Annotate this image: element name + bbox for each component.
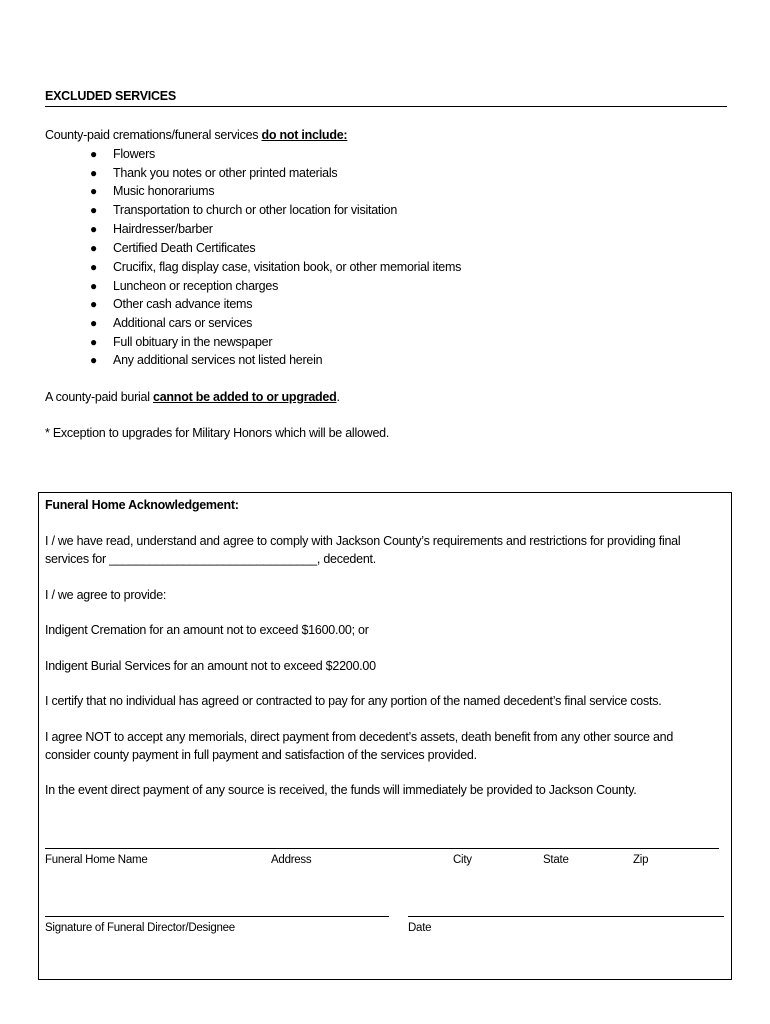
burial-line: Indigent Burial Services for an amount not to exceed $2200.00 (45, 659, 376, 673)
burial-statement (45, 390, 340, 405)
burial-end: . (336, 390, 340, 404)
agreement-line-2: services for _______________________________, decedent. (45, 552, 376, 566)
military-exception: * Exception to upgrades for Military Honors which will be allowed. (45, 426, 390, 440)
signature-label: Signature of Funeral Director/Designee (45, 922, 235, 934)
burial-text: A county-paid burial (45, 390, 154, 404)
bullet-icon: ● (90, 335, 98, 349)
memorials-line-1: I agree NOT to accept any memorials, direct payment from decedent’s assets, death benefit from any other source and (45, 730, 674, 744)
list-item: Additional cars or services (113, 316, 253, 330)
bullet-icon: ● (90, 147, 98, 161)
memorials-line-2: consider county payment in full payment and satisfaction of the services provided. (45, 748, 477, 762)
bullet-icon: ● (90, 353, 98, 367)
bullet-icon: ● (90, 297, 98, 311)
city-label: City (453, 854, 472, 866)
intro-emphasis: do not include: (261, 128, 348, 142)
heading-rule (45, 106, 727, 107)
list-item: Certified Death Certificates (113, 241, 256, 255)
direct-payment-line: In the event direct payment of any source is received, the funds will immediately be provided to Jackson County. (45, 783, 637, 797)
excluded-intro (45, 128, 347, 143)
list-item: Crucifix, flag display case, visitation book, or other memorial items (113, 260, 462, 274)
intro-text: County-paid cremations/funeral services (45, 128, 262, 142)
bullet-icon: ● (90, 279, 98, 293)
list-item: Other cash advance items (113, 297, 253, 311)
burial-emphasis: cannot be added to or upgraded (153, 390, 337, 404)
date-line[interactable] (408, 916, 724, 917)
state-label: State (543, 854, 569, 866)
bullet-icon: ● (90, 203, 98, 217)
list-item: Any additional services not listed herein (113, 353, 323, 367)
address-label: Address (271, 854, 312, 866)
funeral-home-info-line[interactable] (45, 848, 719, 849)
excluded-services-heading: EXCLUDED SERVICES (45, 89, 176, 103)
date-label: Date (408, 922, 432, 934)
list-item: Full obituary in the newspaper (113, 335, 273, 349)
funeral-home-name-label: Funeral Home Name (45, 854, 148, 866)
list-item: Transportation to church or other location for visitation (113, 203, 398, 217)
list-item: Thank you notes or other printed materials (113, 166, 338, 180)
list-item: Hairdresser/barber (113, 222, 213, 236)
bullet-icon: ● (90, 241, 98, 255)
bullet-icon: ● (90, 184, 98, 198)
zip-label: Zip (633, 854, 649, 866)
acknowledgement-title: Funeral Home Acknowledgement: (45, 498, 239, 512)
agreement-line-1: I / we have read, understand and agree to comply with Jackson County’s requirements and restrictions for providing final (45, 534, 681, 548)
cremation-line: Indigent Cremation for an amount not to exceed $1600.00; or (45, 623, 369, 637)
list-item: Music honorariums (113, 184, 215, 198)
bullet-icon: ● (90, 166, 98, 180)
bullet-icon: ● (90, 260, 98, 274)
bullet-icon: ● (90, 316, 98, 330)
list-item: Flowers (113, 147, 156, 161)
signature-line[interactable] (45, 916, 389, 917)
list-item: Luncheon or reception charges (113, 279, 279, 293)
bullet-icon: ● (90, 222, 98, 236)
agree-to-provide: I / we agree to provide: (45, 588, 167, 602)
certify-line: I certify that no individual has agreed or contracted to pay for any portion of the named decedent’s final service costs. (45, 694, 662, 708)
